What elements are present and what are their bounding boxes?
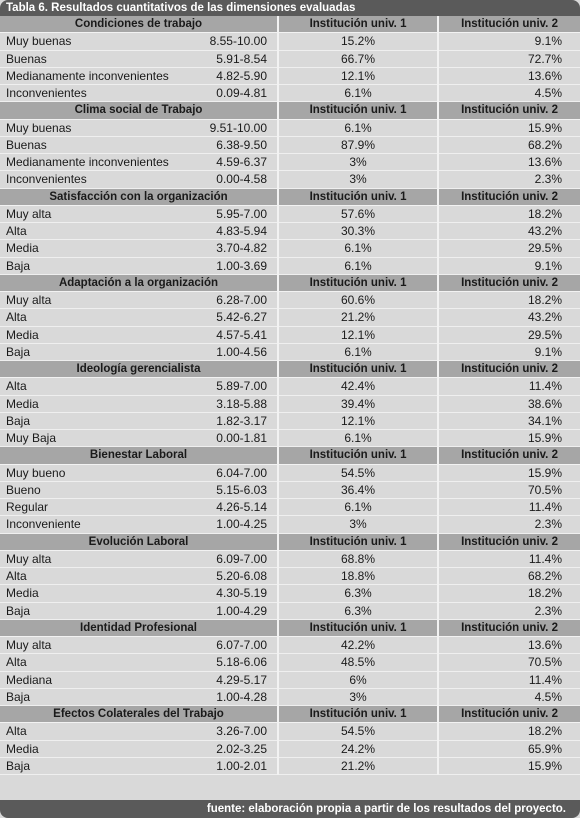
column-header-inst1: Institución univ. 1 [278,447,438,464]
table-row [0,550,580,567]
column-header-inst1: Institución univ. 1 [278,188,438,205]
section-header-row [0,706,580,723]
section-title: Identidad Profesional [0,619,278,636]
table-row [0,257,580,274]
column-header-inst1: Institución univ. 1 [278,102,438,119]
category-label: Media [0,585,185,602]
inst1-percent: 6.1% [278,240,438,257]
inst2-percent: 70.5% [438,654,580,671]
category-label: Inconveniente [0,516,185,533]
category-label: Muy alta [0,550,185,567]
section-header-row [0,447,580,464]
score-range: 3.26-7.00 [185,723,278,740]
table-row [0,568,580,585]
column-header-inst1: Institución univ. 1 [278,706,438,723]
category-label: Alta [0,654,185,671]
category-label: Bueno [0,481,185,498]
inst2-percent: 18.2% [438,723,580,740]
inst1-percent: 6.1% [278,257,438,274]
category-label: Muy alta [0,205,185,222]
category-label: Muy bueno [0,464,185,481]
inst2-percent: 68.2% [438,568,580,585]
category-label: Buenas [0,136,185,153]
table-row [0,654,580,671]
inst2-percent: 11.4% [438,550,580,567]
inst2-percent: 29.5% [438,240,580,257]
table-row [0,85,580,102]
category-label: Muy Baja [0,430,185,447]
score-range: 4.26-5.14 [185,499,278,516]
inst1-percent: 6% [278,671,438,688]
category-label: Media [0,740,185,757]
inst2-percent: 38.6% [438,395,580,412]
score-range: 2.02-3.25 [185,740,278,757]
table-row [0,602,580,619]
inst2-percent: 18.2% [438,205,580,222]
inst1-percent: 6.1% [278,343,438,360]
table-row [0,481,580,498]
column-header-inst1: Institución univ. 1 [278,361,438,378]
score-range: 5.89-7.00 [185,378,278,395]
section-header-row [0,188,580,205]
column-header-inst2: Institución univ. 2 [438,706,580,723]
section-header-row [0,361,580,378]
section-title: Bienestar Laboral [0,447,278,464]
table-row [0,119,580,136]
inst1-percent: 39.4% [278,395,438,412]
inst1-percent: 42.2% [278,637,438,654]
section-header-row [0,533,580,550]
category-label: Baja [0,688,185,705]
inst2-percent: 29.5% [438,326,580,343]
inst1-percent: 36.4% [278,481,438,498]
inst1-percent: 6.3% [278,585,438,602]
inst2-percent: 65.9% [438,740,580,757]
table-row [0,499,580,516]
category-label: Inconvenientes [0,85,185,102]
score-range: 4.59-6.37 [185,154,278,171]
category-label: Baja [0,757,185,774]
inst1-percent: 6.3% [278,602,438,619]
score-range: 6.09-7.00 [185,550,278,567]
section-title: Satisfacción con la organización [0,188,278,205]
score-range: 4.83-5.94 [185,223,278,240]
inst1-percent: 66.7% [278,50,438,67]
score-range: 5.15-6.03 [185,481,278,498]
inst1-percent: 12.1% [278,412,438,429]
category-label: Alta [0,309,185,326]
inst2-percent: 34.1% [438,412,580,429]
table-row [0,50,580,67]
column-header-inst2: Institución univ. 2 [438,16,580,33]
table-row [0,205,580,222]
inst2-percent: 43.2% [438,309,580,326]
inst2-percent: 2.3% [438,171,580,188]
inst1-percent: 12.1% [278,67,438,84]
table-row [0,326,580,343]
column-header-inst1: Institución univ. 1 [278,533,438,550]
category-label: Baja [0,602,185,619]
section-header-row [0,16,580,33]
inst2-percent: 11.4% [438,499,580,516]
inst2-percent: 15.9% [438,119,580,136]
table-row [0,343,580,360]
category-label: Muy alta [0,292,185,309]
column-header-inst1: Institución univ. 1 [278,619,438,636]
table-row [0,740,580,757]
inst1-percent: 48.5% [278,654,438,671]
table-row [0,378,580,395]
category-label: Mediana [0,671,185,688]
category-label: Baja [0,343,185,360]
score-range: 0.09-4.81 [185,85,278,102]
category-label: Medianamente inconvenientes [0,154,185,171]
table-source-note: fuente: elaboración propia a partir de los resultados del proyecto. [0,800,580,818]
inst2-percent: 70.5% [438,481,580,498]
table-row [0,154,580,171]
table-row [0,309,580,326]
score-range: 5.20-6.08 [185,568,278,585]
score-range: 5.91-8.54 [185,50,278,67]
column-header-inst2: Institución univ. 2 [438,447,580,464]
inst2-percent: 13.6% [438,154,580,171]
inst2-percent: 13.6% [438,67,580,84]
inst2-percent: 18.2% [438,292,580,309]
inst1-percent: 60.6% [278,292,438,309]
table-row [0,395,580,412]
section-title: Adaptación a la organización [0,274,278,291]
inst1-percent: 42.4% [278,378,438,395]
table-title: Tabla 6. Resultados cuantitativos de las dimensiones evaluadas [0,0,580,16]
column-header-inst2: Institución univ. 2 [438,361,580,378]
category-label: Media [0,395,185,412]
column-header-inst2: Institución univ. 2 [438,619,580,636]
inst2-percent: 4.5% [438,688,580,705]
table-row [0,292,580,309]
inst1-percent: 54.5% [278,464,438,481]
category-label: Baja [0,257,185,274]
results-table-body [0,16,580,775]
section-title: Clima social de Trabajo [0,102,278,119]
table-row [0,136,580,153]
inst1-percent: 21.2% [278,309,438,326]
score-range: 1.00-3.69 [185,257,278,274]
inst1-percent: 3% [278,516,438,533]
inst2-percent: 72.7% [438,50,580,67]
inst1-percent: 12.1% [278,326,438,343]
score-range: 6.38-9.50 [185,136,278,153]
column-header-inst1: Institución univ. 1 [278,274,438,291]
column-header-inst2: Institución univ. 2 [438,533,580,550]
section-title: Efectos Colaterales del Trabajo [0,706,278,723]
table-row [0,464,580,481]
table-row [0,723,580,740]
table-row [0,757,580,774]
category-label: Alta [0,568,185,585]
table-row [0,223,580,240]
inst2-percent: 11.4% [438,378,580,395]
column-header-inst2: Institución univ. 2 [438,102,580,119]
table-row [0,671,580,688]
section-header-row [0,274,580,291]
inst1-percent: 87.9% [278,136,438,153]
score-range: 6.04-7.00 [185,464,278,481]
score-range: 5.18-6.06 [185,654,278,671]
section-header-row [0,102,580,119]
score-range: 0.00-4.58 [185,171,278,188]
section-title: Ideología gerencialista [0,361,278,378]
category-label: Alta [0,723,185,740]
table-row [0,516,580,533]
category-label: Muy buenas [0,33,185,50]
inst1-percent: 6.1% [278,499,438,516]
column-header-inst2: Institución univ. 2 [438,188,580,205]
table-row [0,430,580,447]
category-label: Alta [0,378,185,395]
score-range: 1.00-4.56 [185,343,278,360]
column-header-inst2: Institución univ. 2 [438,274,580,291]
category-label: Buenas [0,50,185,67]
results-table [0,16,580,775]
inst1-percent: 3% [278,154,438,171]
inst2-percent: 9.1% [438,343,580,360]
inst1-percent: 3% [278,688,438,705]
score-range: 6.28-7.00 [185,292,278,309]
score-range: 4.57-5.41 [185,326,278,343]
inst1-percent: 57.6% [278,205,438,222]
inst2-percent: 4.5% [438,85,580,102]
category-label: Muy buenas [0,119,185,136]
table-row [0,171,580,188]
score-range: 1.00-4.25 [185,516,278,533]
score-range: 6.07-7.00 [185,637,278,654]
score-range: 3.70-4.82 [185,240,278,257]
score-range: 5.42-6.27 [185,309,278,326]
inst2-percent: 9.1% [438,257,580,274]
inst2-percent: 15.9% [438,757,580,774]
inst1-percent: 21.2% [278,757,438,774]
inst1-percent: 6.1% [278,85,438,102]
inst1-percent: 6.1% [278,430,438,447]
inst2-percent: 9.1% [438,33,580,50]
inst2-percent: 2.3% [438,516,580,533]
table-row [0,637,580,654]
inst1-percent: 24.2% [278,740,438,757]
category-label: Muy alta [0,637,185,654]
inst1-percent: 15.2% [278,33,438,50]
category-label: Alta [0,223,185,240]
column-header-inst1: Institución univ. 1 [278,16,438,33]
inst1-percent: 18.8% [278,568,438,585]
score-range: 4.29-5.17 [185,671,278,688]
score-range: 4.82-5.90 [185,67,278,84]
inst2-percent: 18.2% [438,585,580,602]
table-row [0,585,580,602]
table-row [0,240,580,257]
category-label: Media [0,326,185,343]
category-label: Media [0,240,185,257]
score-range: 1.00-2.01 [185,757,278,774]
score-range: 3.18-5.88 [185,395,278,412]
inst2-percent: 2.3% [438,602,580,619]
inst1-percent: 30.3% [278,223,438,240]
inst2-percent: 11.4% [438,671,580,688]
table-row [0,688,580,705]
category-label: Baja [0,412,185,429]
inst2-percent: 15.9% [438,430,580,447]
inst2-percent: 68.2% [438,136,580,153]
score-range: 1.00-4.28 [185,688,278,705]
score-range: 9.51-10.00 [185,119,278,136]
score-range: 8.55-10.00 [185,33,278,50]
score-range: 1.82-3.17 [185,412,278,429]
section-header-row [0,619,580,636]
inst2-percent: 43.2% [438,223,580,240]
inst1-percent: 54.5% [278,723,438,740]
category-label: Regular [0,499,185,516]
inst2-percent: 13.6% [438,637,580,654]
section-title: Evolución Laboral [0,533,278,550]
table-row [0,33,580,50]
inst1-percent: 3% [278,171,438,188]
score-range: 4.30-5.19 [185,585,278,602]
score-range: 5.95-7.00 [185,205,278,222]
section-title: Condiciones de trabajo [0,16,278,33]
category-label: Inconvenientes [0,171,185,188]
table-row [0,412,580,429]
inst1-percent: 6.1% [278,119,438,136]
score-range: 0.00-1.81 [185,430,278,447]
score-range: 1.00-4.29 [185,602,278,619]
table-row [0,67,580,84]
inst2-percent: 15.9% [438,464,580,481]
inst1-percent: 68.8% [278,550,438,567]
category-label: Medianamente inconvenientes [0,67,185,84]
